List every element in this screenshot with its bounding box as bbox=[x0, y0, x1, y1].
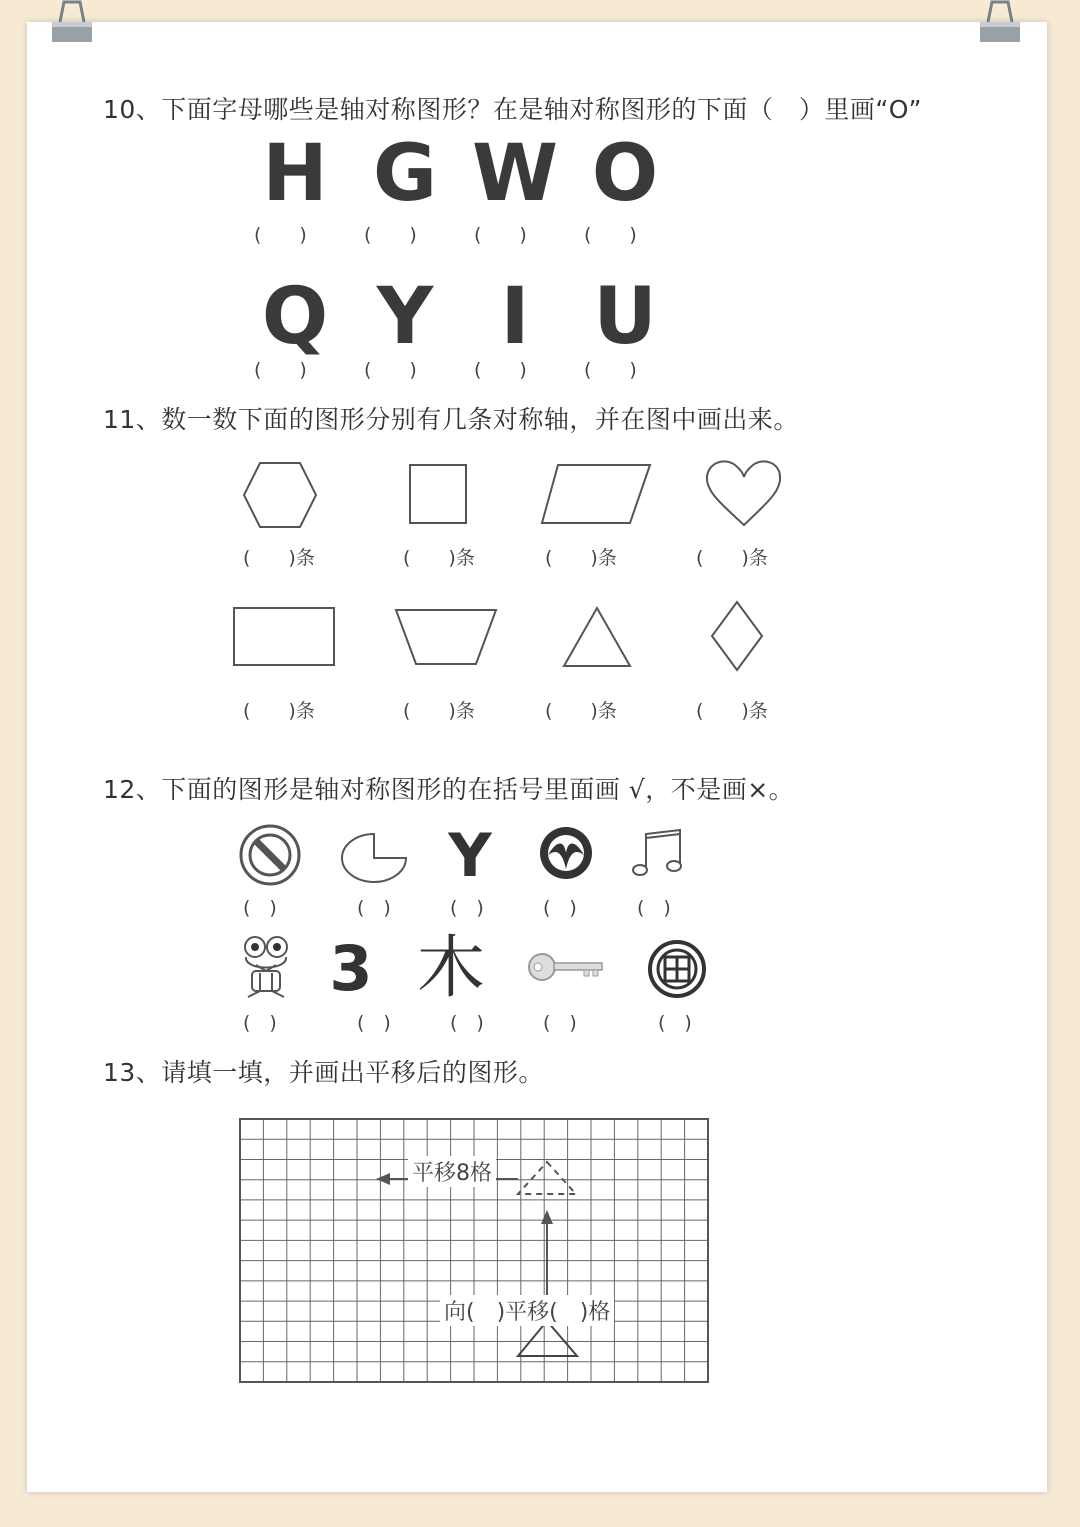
key-icon bbox=[526, 950, 606, 984]
question-10-text: 10、下面字母哪些是轴对称图形？在是轴对称图形的下面（ ）里画“O” bbox=[103, 95, 922, 124]
original-triangle-shape bbox=[518, 1321, 577, 1356]
answer-paren[interactable]: ( ) bbox=[584, 359, 637, 381]
shapes-row-2 bbox=[230, 598, 830, 678]
answer-paren[interactable]: ( ) bbox=[474, 359, 527, 381]
letter-h: H bbox=[262, 129, 328, 219]
answer-paren[interactable]: ( ) bbox=[357, 1012, 391, 1034]
axis-count-label[interactable]: ( )条 bbox=[243, 547, 315, 569]
axis-count-label[interactable]: ( )条 bbox=[696, 547, 768, 569]
binder-clip-icon bbox=[978, 0, 1022, 44]
answer-paren[interactable]: ( ) bbox=[450, 1012, 484, 1034]
digit-3-icon: 3 bbox=[329, 932, 373, 1005]
answer-paren[interactable]: ( ) bbox=[364, 359, 417, 381]
bank-logo-icon bbox=[648, 940, 706, 998]
answer-paren[interactable]: ( ) bbox=[243, 1012, 277, 1034]
trapezoid-shape bbox=[396, 610, 496, 664]
heart-shape bbox=[707, 461, 780, 525]
letter-y-icon: Y bbox=[448, 821, 492, 891]
up-arrowhead-icon bbox=[541, 1210, 553, 1224]
answer-paren[interactable]: ( ) bbox=[543, 1012, 577, 1034]
axis-count-label[interactable]: ( )条 bbox=[403, 547, 475, 569]
shapes-row-1 bbox=[230, 455, 830, 535]
triangle-shape bbox=[564, 608, 630, 666]
axis-count-label[interactable]: ( )条 bbox=[696, 700, 768, 722]
question-12-text: 12、下面的图形是轴对称图形的在括号里面画 √，不是画×。 bbox=[103, 775, 795, 804]
rectangle-shape bbox=[234, 608, 334, 665]
letter-w: W bbox=[471, 129, 559, 219]
square-shape bbox=[410, 465, 466, 523]
letter-y: Y bbox=[376, 272, 434, 362]
car-logo-icon bbox=[538, 825, 594, 881]
answer-paren[interactable]: ( ) bbox=[474, 224, 527, 246]
axis-count-label[interactable]: ( )条 bbox=[545, 700, 617, 722]
no-entry-sign-icon bbox=[238, 823, 302, 887]
fill-direction-label[interactable]: 向( )平移( )格 bbox=[440, 1295, 614, 1326]
answer-paren[interactable]: ( ) bbox=[637, 897, 671, 919]
question-13-text: 13、请填一填，并画出平移后的图形。 bbox=[103, 1058, 544, 1087]
answer-paren[interactable]: ( ) bbox=[364, 224, 417, 246]
rhombus-shape bbox=[712, 602, 762, 670]
answer-paren[interactable]: ( ) bbox=[543, 897, 577, 919]
answer-paren[interactable]: ( ) bbox=[254, 224, 307, 246]
frog-cartoon-icon bbox=[240, 935, 292, 999]
left-arrowhead-icon bbox=[376, 1173, 390, 1185]
axis-count-label[interactable]: ( )条 bbox=[545, 547, 617, 569]
answer-paren[interactable]: ( ) bbox=[584, 224, 637, 246]
letter-o: O bbox=[591, 129, 659, 219]
axis-count-label[interactable]: ( )条 bbox=[243, 700, 315, 722]
hexagon-shape bbox=[244, 463, 316, 527]
music-note-icon bbox=[632, 826, 688, 880]
letter-u: U bbox=[593, 272, 657, 362]
letter-q: Q bbox=[261, 272, 329, 362]
binder-clip-icon bbox=[50, 0, 94, 44]
letter-i: I bbox=[500, 272, 530, 362]
shift-8-label: 平移8格 bbox=[408, 1156, 496, 1187]
answer-paren[interactable]: ( ) bbox=[243, 897, 277, 919]
tree-character-icon: 木 bbox=[416, 929, 485, 1008]
axis-count-label[interactable]: ( )条 bbox=[403, 700, 475, 722]
answer-paren[interactable]: ( ) bbox=[254, 359, 307, 381]
answer-paren[interactable]: ( ) bbox=[658, 1012, 692, 1034]
pie-slice-icon bbox=[340, 830, 410, 886]
parallelogram-shape bbox=[542, 465, 650, 523]
question-11-text: 11、数一数下面的图形分别有几条对称轴，并在图中画出来。 bbox=[103, 405, 799, 434]
answer-paren[interactable]: ( ) bbox=[357, 897, 391, 919]
answer-paren[interactable]: ( ) bbox=[450, 897, 484, 919]
letter-g: G bbox=[372, 129, 438, 219]
